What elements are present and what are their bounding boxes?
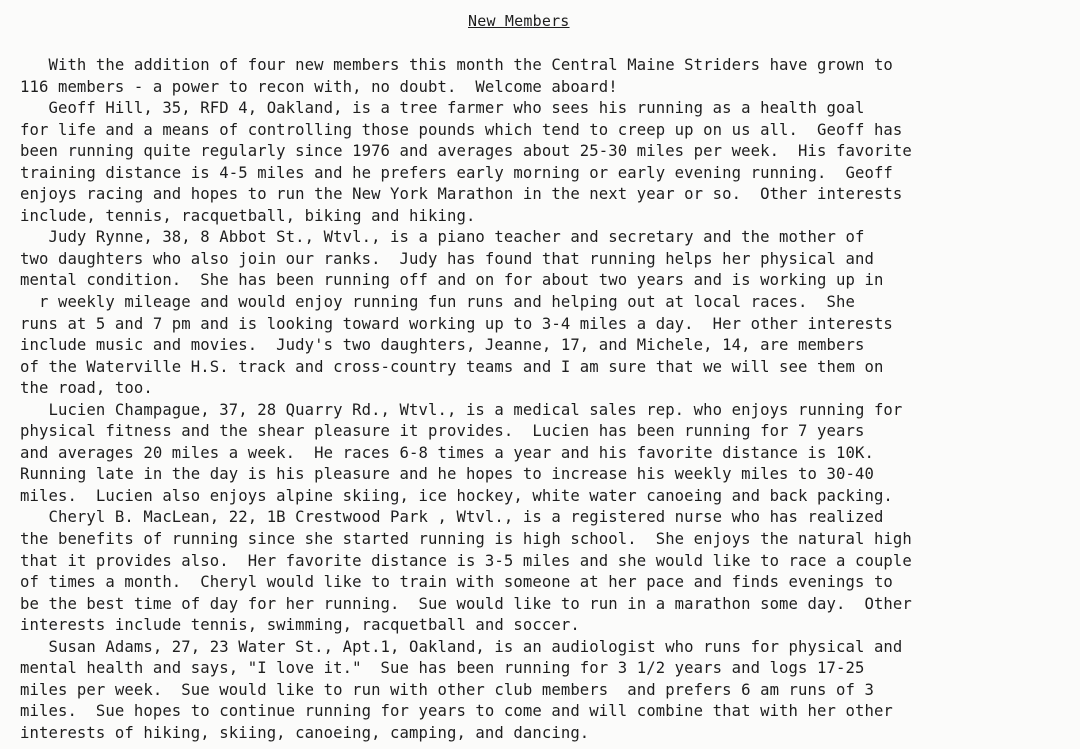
text-line: physical fitness and the shear pleasure it provides. Lucien has been running for 7 years: [20, 422, 865, 441]
text-line: With the addition of four new members this month the Central Maine Striders have grown to: [20, 56, 893, 74]
text-line: two daughters who also join our ranks. Judy has found that running helps her physical and: [20, 249, 874, 268]
page-title: New Members: [468, 12, 570, 30]
text-line: interests of hiking, skiing, canoeing, camping, and dancing.: [20, 723, 590, 742]
text-line: mental health and says, "I love it." Sue has been running for 3 1/2 years and logs 17-25: [20, 659, 865, 678]
text-line: miles. Lucien also enjoys alpine skiing, ice hockey, white water canoeing and back packing.: [20, 486, 893, 505]
text-line: Susan Adams, 27, 23 Water St., Apt.1, Oakland, is an audiologist who runs for physical and: [20, 637, 903, 656]
text-line: that it provides also. Her favorite distance is 3-5 miles and she would like to race a couple: [20, 551, 912, 570]
text-line: be the best time of day for her running. Sue would like to run in a marathon some day. Other: [20, 594, 912, 613]
text-line: Judy Rynne, 38, 8 Abbot St., Wtvl., is a piano teacher and secretary and the mother of: [20, 228, 865, 247]
text-line: include music and movies. Judy's two daughters, Jeanne, 17, and Michele, 14, are members: [20, 336, 865, 355]
text-line: r weekly mileage and would enjoy running fun runs and helping out at local races. She: [20, 293, 855, 312]
text-line: miles per week. Sue would like to run with other club members and prefers 6 am runs of 3: [20, 680, 874, 699]
text-line: the benefits of running since she started running is high school. She enjoys the natural high: [20, 530, 912, 549]
text-line: of the Waterville H.S. track and cross-country teams and I am sure that we will see them on: [20, 357, 884, 376]
text-line: 116 members - a power to recon with, no doubt. Welcome aboard!: [20, 77, 618, 96]
text-line: miles. Sue hopes to continue running for years to come and will combine that with her other: [20, 702, 893, 721]
text-line: include, tennis, racquetball, biking and hiking.: [20, 206, 476, 225]
text-line: Geoff Hill, 35, RFD 4, Oakland, is a tree farmer who sees his running as a health goal: [20, 99, 865, 118]
article-body: [20, 55, 1060, 745]
text-line: runs at 5 and 7 pm and is looking toward working up to 3-4 miles a day. Her other interests: [20, 314, 893, 333]
text-line: Running late in the day is his pleasure and he hopes to increase his weekly miles to 30-40: [20, 465, 874, 484]
text-line: and averages 20 miles a week. He races 6-8 times a year and his favorite distance is 10K.: [20, 443, 874, 462]
text-line: of times a month. Cheryl would like to train with someone at her pace and finds evenings to: [20, 573, 893, 592]
text-line: been running quite regularly since 1976 and averages about 25-30 miles per week. His favorite: [20, 142, 912, 161]
text-line: Cheryl B. MacLean, 22, 1B Crestwood Park , Wtvl., is a registered nurse who has realized: [20, 508, 884, 527]
text-line: for life and a means of controlling those pounds which tend to creep up on us all. Geoff has: [20, 120, 903, 139]
text-line: Lucien Champague, 37, 28 Quarry Rd., Wtvl., is a medical sales rep. who enjoys running for: [20, 400, 903, 419]
text-line: mental condition. She has been running off and on for about two years and is working up in: [20, 271, 884, 290]
text-line: the road, too.: [20, 379, 153, 398]
text-line: enjoys racing and hopes to run the New York Marathon in the next year or so. Other interests: [20, 185, 903, 204]
text-line: training distance is 4-5 miles and he prefers early morning or early evening running. Geoff: [20, 163, 893, 182]
text-line: interests include tennis, swimming, racquetball and soccer.: [20, 616, 580, 635]
